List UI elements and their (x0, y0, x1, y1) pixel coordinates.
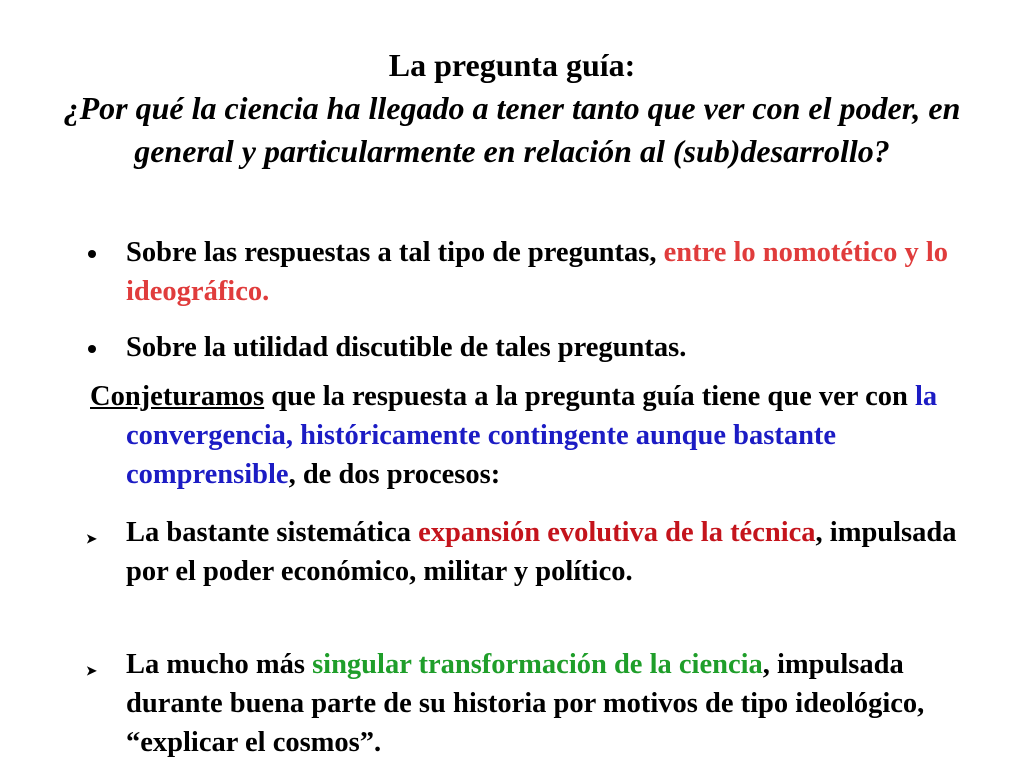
bullet-item-utility (126, 328, 986, 367)
arrowhead-bullet-icon: ➤ (86, 663, 97, 678)
filled-circle-bullet-icon (88, 345, 96, 353)
process-text-end: , impulsada durante buena parte de su historia por motivos de tipo ideológico, “explicar el cosmos”. (126, 649, 925, 758)
conjecture-lead: Conjeturamos (90, 381, 265, 412)
slide-title (60, 44, 964, 173)
process-text: La mucho más (126, 649, 313, 680)
filled-circle-bullet-icon (88, 250, 96, 258)
conjecture-text-end: , de dos procesos: (288, 459, 501, 490)
process-text-end: , impulsada por el poder económico, militar y político. (126, 517, 957, 587)
bullet-highlight: entre lo nomotético y lo ideográfico. (126, 237, 949, 307)
bullet-item-responses (126, 233, 986, 311)
process-item-technique (126, 513, 986, 591)
conjecture-paragraph (90, 377, 1006, 494)
bullet-text: Sobre las respuestas a tal tipo de preguntas, (126, 237, 664, 268)
guiding-question: ¿Por qué la ciencia ha llegado a tener tanto que ver con el poder, en general y particularmente en relación al (sub)desarrollo? (63, 90, 961, 169)
conjecture-text: que la respuesta a la pregunta guía tiene que ver con (264, 381, 915, 412)
process-item-science (126, 645, 986, 762)
process-highlight: singular transformación de la ciencia (312, 649, 763, 680)
process-highlight: expansión evolutiva de la técnica (418, 517, 816, 548)
arrowhead-bullet-icon: ➤ (86, 531, 97, 546)
title-heading: La pregunta guía: (388, 47, 636, 83)
conjecture-highlight: la convergencia, históricamente contingente aunque bastante comprensible (126, 381, 938, 490)
bullet-text: Sobre la utilidad discutible de tales preguntas. (126, 332, 687, 363)
process-text: La bastante sistemática (126, 517, 419, 548)
